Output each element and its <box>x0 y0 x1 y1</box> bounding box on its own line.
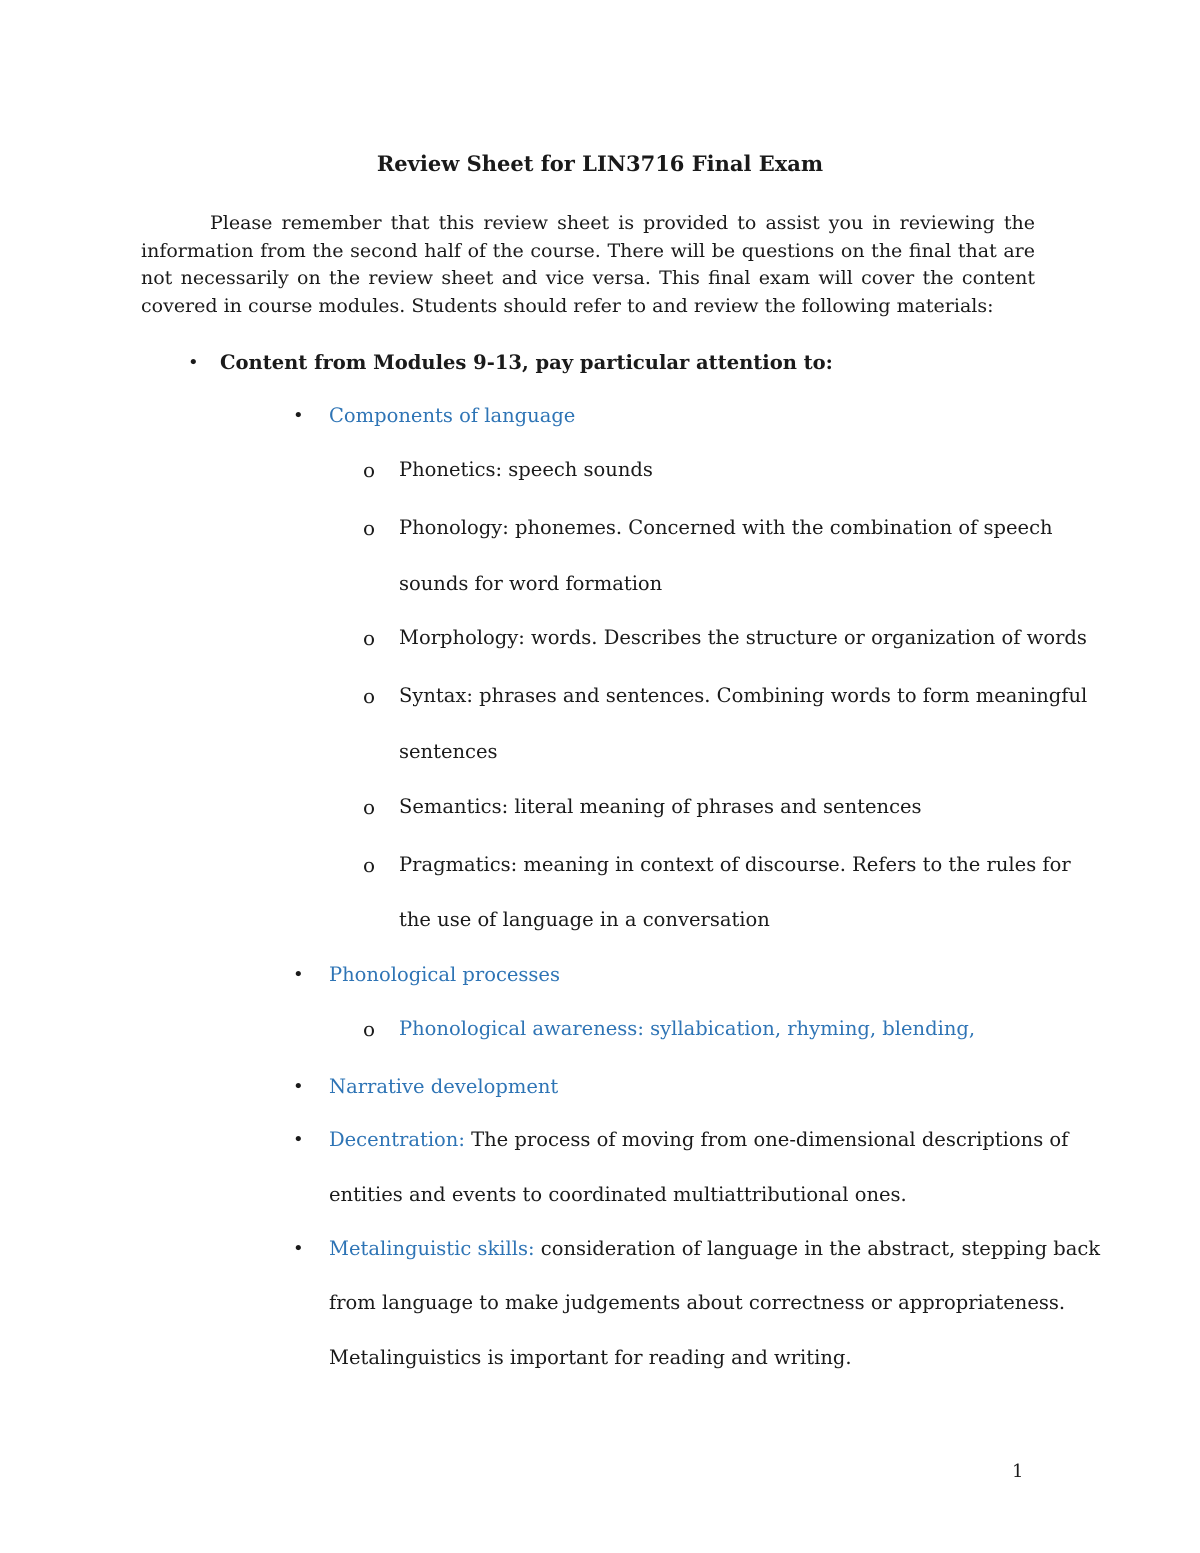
bullet-dot-icon: • <box>293 1238 304 1259</box>
decentration-definition: The process of moving from one-dimensional descriptions of <box>464 1128 1069 1151</box>
list-item: Syntax: phrases and sentences. Combining words to form meaningful <box>399 684 1088 707</box>
list-item: Semantics: literal meaning of phrases and sentences <box>399 795 922 818</box>
components-heading: Components of language <box>329 404 576 427</box>
list-item-continuation: sentences <box>399 740 498 763</box>
main-bullet-text: Content from Modules 9-13, pay particular attention to: <box>220 351 833 374</box>
phonological-sub-item: Phonological awareness: syllabication, rhyming, blending, <box>399 1017 976 1040</box>
bullet-dot-icon: • <box>293 1129 304 1150</box>
list-item-continuation: sounds for word formation <box>399 572 663 595</box>
metalinguistic-definition: consideration of language in the abstract, stepping back <box>534 1237 1101 1260</box>
document-title: Review Sheet for LIN3716 Final Exam <box>376 151 824 176</box>
metalinguistic-line <box>329 1234 1100 1264</box>
metalinguistic-continuation: Metalinguistics is important for reading and writing. <box>329 1346 852 1369</box>
page-number: 1 <box>1012 1461 1024 1482</box>
bullet-dot-icon: • <box>293 405 304 426</box>
decentration-term: Decentration: <box>329 1128 465 1151</box>
bullet-dot-icon: • <box>293 964 304 985</box>
list-item: Morphology: words. Describes the structure or organization of words <box>399 626 1087 649</box>
bullet-circle-icon: o <box>363 626 376 650</box>
bullet-circle-icon: o <box>363 853 376 877</box>
bullet-dot-icon: • <box>293 1076 304 1097</box>
bullet-circle-icon: o <box>363 516 376 540</box>
list-item: Phonology: phonemes. Concerned with the combination of speech <box>399 516 1053 539</box>
bullet-circle-icon: o <box>363 795 376 819</box>
list-item-continuation: the use of language in a conversation <box>399 908 770 931</box>
decentration-line <box>329 1125 1068 1155</box>
list-item: Pragmatics: meaning in context of discourse. Refers to the rules for <box>399 853 1071 876</box>
phonological-heading: Phonological processes <box>329 963 560 986</box>
list-item: Phonetics: speech sounds <box>399 458 653 481</box>
narrative-heading: Narrative development <box>329 1075 559 1098</box>
metalinguistic-term: Metalinguistic skills: <box>329 1237 535 1260</box>
bullet-dot-icon: • <box>188 352 199 373</box>
bullet-circle-icon: o <box>363 1017 376 1041</box>
metalinguistic-continuation: from language to make judgements about correctness or appropriateness. <box>329 1291 1066 1314</box>
bullet-circle-icon: o <box>363 684 376 708</box>
bullet-circle-icon: o <box>363 458 376 482</box>
decentration-continuation: entities and events to coordinated multiattributional ones. <box>329 1183 907 1206</box>
intro-paragraph: Please remember that this review sheet is provided to assist you in reviewing the information from the second half of the course. There will be questions on the final that are not necessarily on the review sheet and vice versa. This final exam will cover the content covered in course modules. Students should refer to and review the following materials: <box>141 212 1035 317</box>
